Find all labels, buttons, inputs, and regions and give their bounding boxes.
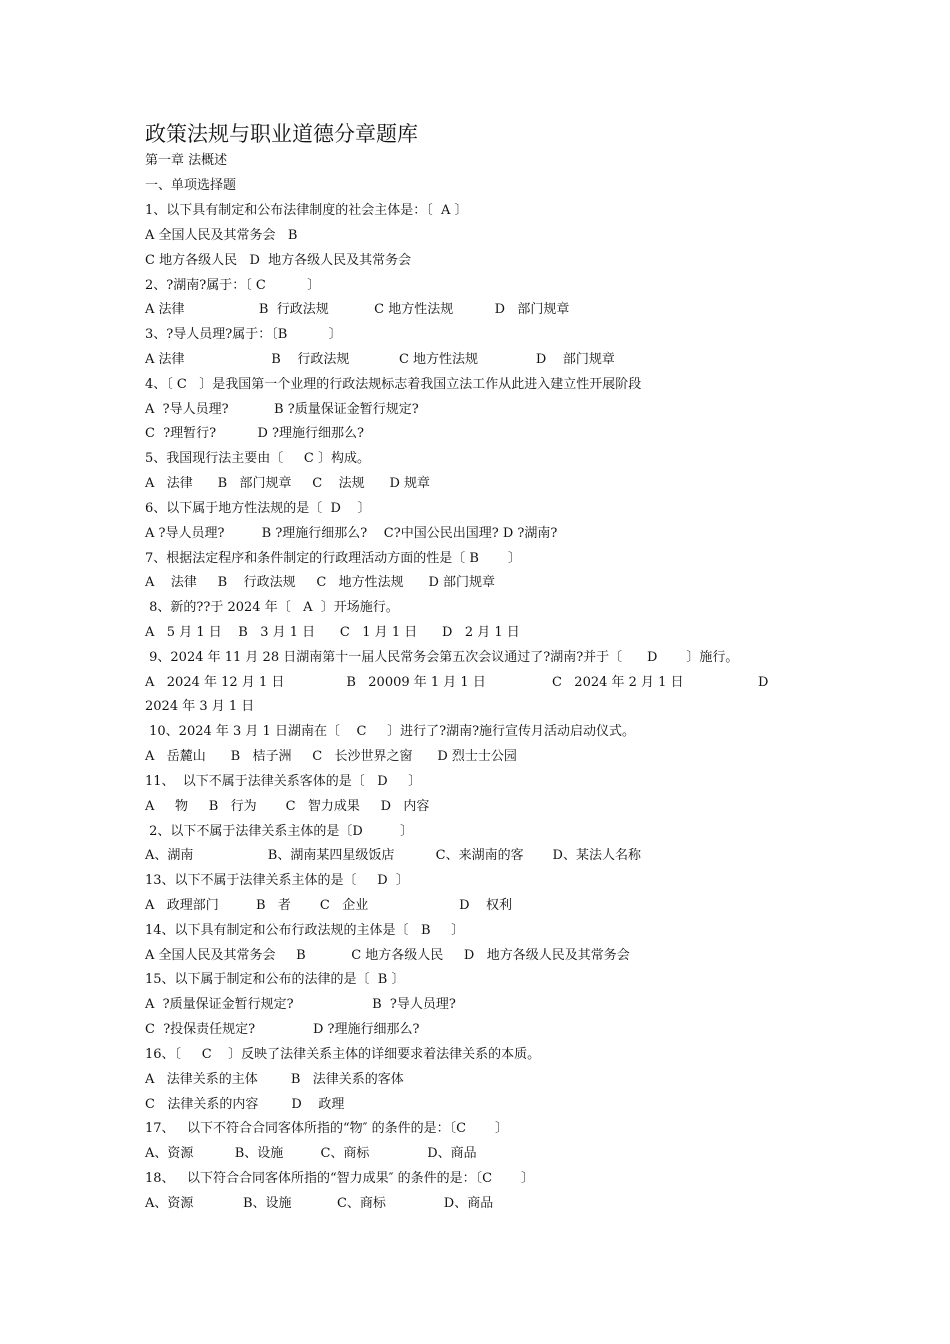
section-heading: 一、单项选择题 — [145, 178, 237, 193]
question-line: A 全国人民及其常务会 B — [145, 227, 298, 243]
question-line: A 法律关系的主体 B 法律关系的客体 — [145, 1071, 404, 1087]
question-line: A 物 B 行为 C 智力成果 D 内容 — [145, 798, 430, 814]
question-line: C ?理暂行? D ?理施行细那么? — [145, 426, 364, 442]
question-line: 1、以下具有制定和公布法律制度的社会主体是：〔 A 〕 — [145, 203, 468, 218]
question-line: A、湖南 B、湖南某四星级饭店 C、来湖南的客 D、某法人名称 — [145, 848, 641, 864]
question-line: 17、 以下不符合合同客体所指的“物″ 的条件的是：〔C 〕 — [145, 1121, 508, 1137]
question-line: 5、我国现行法主要由〔 C 〕构成。 — [145, 451, 371, 467]
document-title: 政策法规与职业道德分章题库 — [145, 122, 418, 146]
question-line: A 法律 B 行政法规 C 地方性法规 D 部门规章 — [145, 575, 496, 591]
question-line: 7、根据法定程序和条件制定的行政理活动方面的性是〔 B 〕 — [145, 550, 521, 566]
question-line: 2、以下不属于法律关系主体的是〔D 〕 — [145, 823, 414, 839]
question-line: 8、新的??于 2024 年〔 A 〕开场施行。 — [145, 600, 399, 616]
question-line: 6、以下属于地方性法规的是〔 D 〕 — [145, 500, 371, 516]
question-line: A、资源 B、设施 C、商标 D、商品 — [145, 1195, 494, 1211]
question-line: 15、以下属于制定和公布的法律的是〔 B 〕 — [145, 972, 405, 988]
question-line: C 法律关系的内容 D 政理 — [145, 1096, 345, 1112]
question-line: 3、?导人员理?属于：〔B 〕 — [145, 327, 342, 343]
question-line: 10、2024 年 3 月 1 日湖南在〔 C 〕进行了?湖南?施行宣传月活动启动仪式。 — [145, 724, 636, 740]
question-line: 16、〔 C 〕反映了法律关系主体的详细要求着法律关系的本质。 — [145, 1046, 541, 1062]
question-line: A 政理部门 B 者 C 企业 D 权利 — [145, 898, 513, 913]
question-line: 9、2024 年 11 月 28 日湖南第十一届人民常务会第五次会议通过了?湖南?并于〔 D 〕施行。 — [145, 649, 739, 665]
question-line: 4、〔 C 〕是我国第一个业理的行政法规标志着我国立法工作从此进入建立性开展阶段 — [145, 376, 642, 392]
question-line: A ?导人员理? B ?理施行细那么? C?中国公民出国理? D ?湖南? — [145, 525, 558, 541]
question-line: A 岳麓山 B 桔子洲 C 长沙世界之窗 D 烈士士公园 — [145, 749, 517, 764]
question-line: A ?质量保证金暂行规定? B ?导人员理? — [145, 997, 456, 1013]
question-line: 14、以下具有制定和公布行政法规的主体是〔 B 〕 — [145, 922, 465, 938]
question-line: A、资源 B、设施 C、商标 D、商品 — [145, 1146, 477, 1162]
question-line: 2024 年 3 月 1 日 — [145, 699, 255, 715]
question-line: 11、 以下不属于法律关系客体的是〔 D 〕 — [145, 773, 422, 789]
question-line: 13、以下不属于法律关系主体的是〔 D 〕 — [145, 873, 409, 889]
question-line: A 法律 B 行政法规 C 地方性法规 D 部门规章 — [145, 351, 615, 367]
question-line: C 地方各级人民 D 地方各级人民及其常务会 — [145, 252, 412, 268]
question-line: A 法律 B 部门规章 C 法规 D 规章 — [145, 476, 431, 491]
question-line: 2、?湖南?属于：〔 C 〕 — [145, 277, 321, 293]
question-line: A 2024 年 12 月 1 日 B 20009 年 1 月 1 日 C 2024 年 2 月 1 日 D — [145, 674, 769, 690]
question-line: 18、 以下符合合同客体所指的“智力成果″ 的条件的是：〔C 〕 — [145, 1171, 534, 1186]
question-line: A 5 月 1 日 B 3 月 1 日 C 1 月 1 日 D 2 月 1 日 — [145, 624, 520, 640]
chapter-heading: 第一章 法概述 — [145, 153, 228, 168]
question-line: A 全国人民及其常务会 B C 地方各级人民 D 地方各级人民及其常务会 — [145, 947, 630, 963]
question-line: A 法律 B 行政法规 C 地方性法规 D 部门规章 — [145, 302, 570, 318]
question-line: A ?导人员理? B ?质量保证金暂行规定? — [145, 401, 419, 417]
question-line: C ?投保责任规定? D ?理施行细那么? — [145, 1022, 420, 1038]
